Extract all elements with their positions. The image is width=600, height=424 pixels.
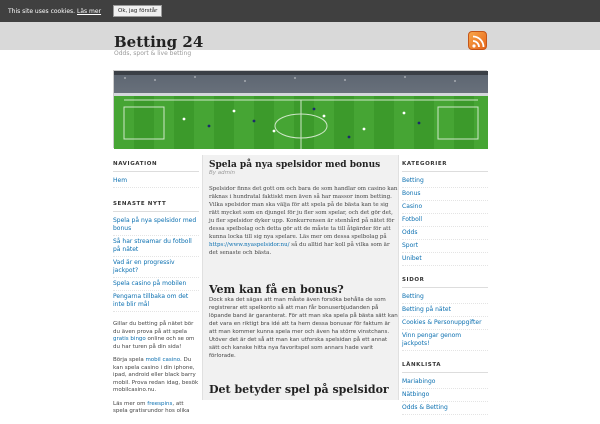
post-body-text: Spelsidor finns det gott om och bara de som handlar om casino kan räknas i hundratal faktiskt men även så har massor inom betting. Vilka spelsidor man ska välja för att spela på de bästa kan te sig rätt mycket som en djungel för ju fler som spelar, och det gör det, ju fler spelsidor dyker upp. Konkurrensen är stenhård på nätet för dessa spelbolag och detta gör att de måste ta till åtgärder för att kunna locka till sig nya spelare. Läs mer om dessa spelbolag på bbox=[209, 186, 398, 240]
blogroll-link[interactable]: Nätbingo bbox=[402, 389, 488, 402]
cookie-accept-button[interactable]: Ok, jag förstår bbox=[113, 5, 162, 17]
category-link[interactable]: Sport bbox=[402, 240, 488, 253]
site-tagline: Odds, sport & live betting bbox=[114, 50, 192, 57]
categories-title: KATEGORIER bbox=[402, 160, 488, 172]
navigation-widget bbox=[113, 160, 199, 188]
blogroll-link[interactable]: Odds & Betting bbox=[402, 402, 488, 415]
cookie-text bbox=[8, 8, 101, 15]
links-title: LÄNKLISTA bbox=[402, 361, 488, 373]
category-link[interactable]: Casino bbox=[402, 201, 488, 214]
cookie-bar bbox=[0, 0, 600, 22]
category-link[interactable]: Bonus bbox=[402, 188, 488, 201]
page-link[interactable]: Vinn pengar genom jackpots! bbox=[402, 330, 488, 351]
nav-item-home[interactable]: Hem bbox=[113, 175, 199, 188]
links-widget bbox=[402, 361, 488, 415]
recent-post-link[interactable]: Spela casino på mobilen bbox=[113, 278, 199, 291]
post-title[interactable]: Spela på nya spelsidor med bonus bbox=[209, 160, 381, 170]
site-title[interactable]: Betting 24 bbox=[114, 33, 204, 51]
freespins-text bbox=[113, 401, 199, 416]
bonus-body: Dock ska det sägas att man måste även forsöka behålla de som registrerar ett spelkonto så att man får bonuserbjudanden på löpande band är garanterat. För att man ska spela på bästa sätt kan det vara en riktigt bra idé att ta hem dessa bonusar för faktum är att man kommer kunna spela mer och även ha större vinstchans. Utöver det är det så att man kan utforska spelsidan på ett annat sätt och kanske hitta nya favoritspel som annars hade varit förlorade. bbox=[209, 297, 398, 359]
right-sidebar bbox=[402, 160, 488, 424]
header-banner-image bbox=[113, 70, 487, 148]
cookie-read-more-link[interactable]: Läs mer bbox=[77, 8, 102, 15]
header-band bbox=[0, 22, 600, 50]
bingo-text bbox=[113, 321, 199, 351]
category-link[interactable]: Unibet bbox=[402, 253, 488, 266]
recent-posts-widget bbox=[113, 200, 199, 312]
post-body bbox=[209, 185, 399, 257]
pages-widget bbox=[402, 276, 488, 351]
category-link[interactable]: Odds bbox=[402, 227, 488, 240]
post-author: By admin bbox=[209, 170, 236, 176]
recent-post-link[interactable]: Vad är en progressiv jackpot? bbox=[113, 257, 199, 278]
category-link[interactable]: Fotboll bbox=[402, 214, 488, 227]
categories-widget bbox=[402, 160, 488, 266]
pages-title: SIDOR bbox=[402, 276, 488, 288]
nyaspelsidor-link[interactable]: https://www.nyaspelsidor.nu/ bbox=[209, 242, 290, 248]
spelsidor-heading: Det betyder spel på spelsidor bbox=[209, 383, 389, 396]
bingo-text-b: online och se om du har turen på din sida! bbox=[113, 336, 195, 350]
recent-post-link[interactable]: Så har streamar du fotboll på nätet bbox=[113, 236, 199, 257]
gratis-bingo-link[interactable]: gratis bingo bbox=[113, 336, 146, 342]
mobile-casino-text-b: . Du kan spela casino i din iphone, ipad, android eller black barry mobil. Prova redan idag, besök mobilcasino.nu. bbox=[113, 357, 199, 393]
blogroll-link[interactable]: Mariabingo bbox=[402, 376, 488, 389]
recent-posts-title: SENASTE NYTT bbox=[113, 200, 199, 212]
page-link[interactable]: Cookies & Personuppgifter bbox=[402, 317, 488, 330]
recent-post-link[interactable]: Spela på nya spelsidor med bonus bbox=[113, 215, 199, 236]
mobile-casino-text-a: Börja spela bbox=[113, 357, 144, 363]
category-link[interactable]: Betting bbox=[402, 175, 488, 188]
bonus-heading: Vem kan få en bonus? bbox=[209, 283, 344, 296]
mobile-casino-text bbox=[113, 357, 199, 395]
rss-icon[interactable] bbox=[468, 31, 487, 50]
post-body-text-end: så du alltid har koll på vilka som är det senaste och bästa. bbox=[209, 242, 390, 256]
freespins-link[interactable]: freespins bbox=[147, 400, 173, 407]
mobile-casino-link[interactable]: mobil casino bbox=[145, 357, 180, 363]
recent-post-link[interactable]: Pengarna tillbaka om det inte blir mål bbox=[113, 291, 199, 312]
freespins-text-a: Läs mer om bbox=[113, 400, 146, 407]
navigation-title: NAVIGATION bbox=[113, 160, 199, 172]
main-content bbox=[202, 155, 399, 400]
page-link[interactable]: Betting på nätet bbox=[402, 304, 488, 317]
bingo-text-a: Gillar du betting på nätet bör du även prova på att spela bbox=[113, 321, 194, 335]
freespins-text-b: , att spela gratisrundor hos olika bbox=[113, 400, 190, 414]
left-sidebar bbox=[113, 160, 199, 416]
cookie-message: This site uses cookies. bbox=[8, 8, 76, 15]
page-link[interactable]: Betting bbox=[402, 291, 488, 304]
